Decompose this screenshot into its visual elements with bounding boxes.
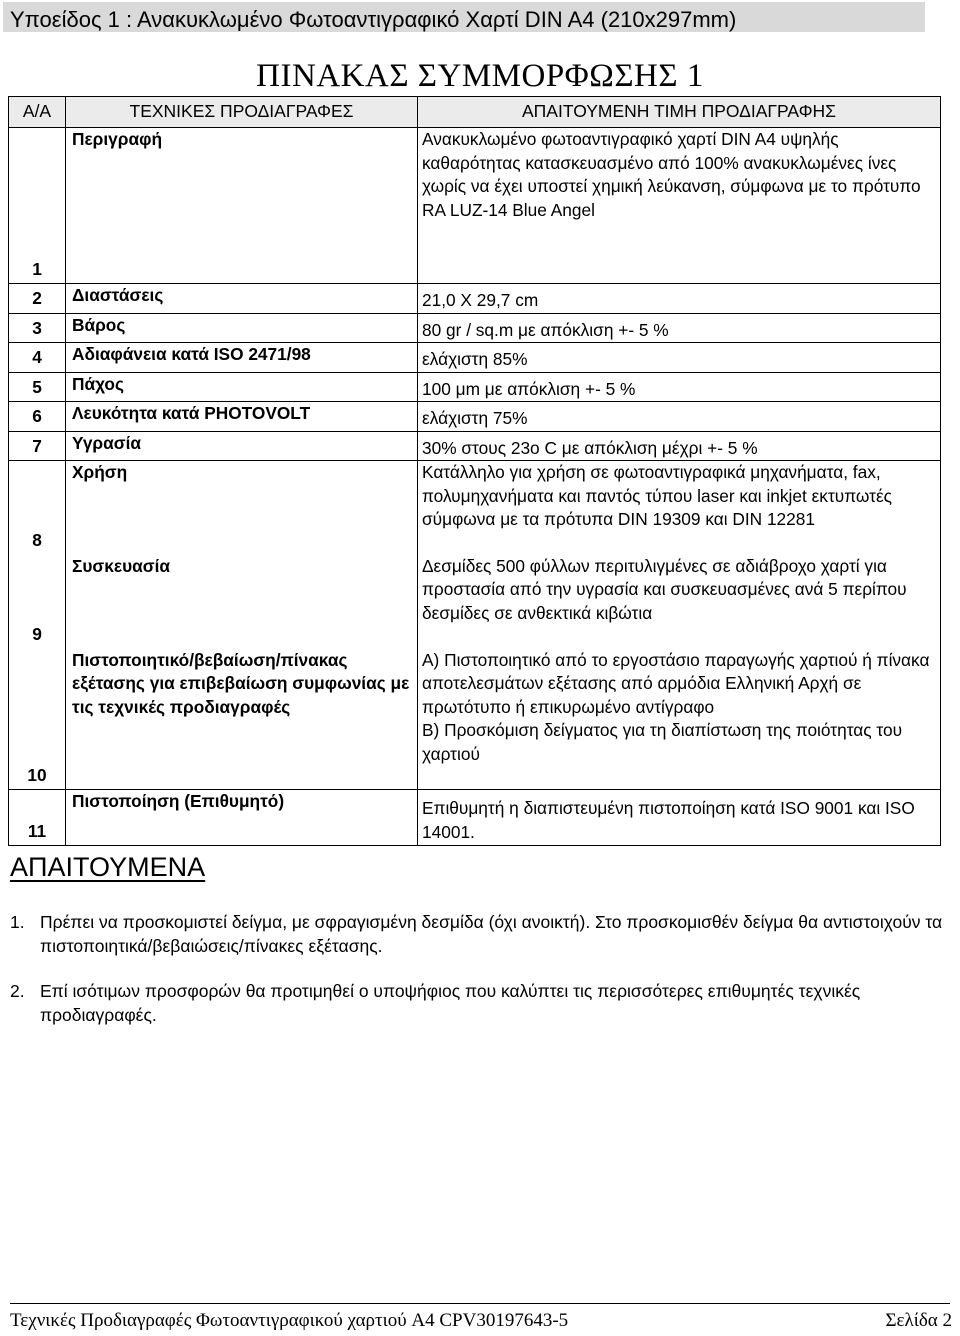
row-value: ελάχιστη 85% — [418, 343, 941, 373]
list-item-number: 2. — [10, 981, 25, 1001]
footer-divider — [10, 1303, 950, 1304]
row-spec: Περιγραφή — [66, 128, 418, 284]
table-row — [9, 372, 941, 402]
table-row — [9, 284, 941, 314]
table-row — [9, 402, 941, 432]
row-value: Δεσμίδες 500 φύλλων περιτυλιγμένες σε αδιάβροχο χαρτί για προστασία από την υγρασία και συσκευασμένες ανά 5 περίπου δεσμίδες σε ανθεκτικά κιβώτια — [418, 555, 941, 649]
row-number: 9 — [9, 555, 66, 649]
row-spec: Πάχος — [66, 372, 418, 402]
table-row — [9, 555, 941, 649]
list-item-text: Επί ισότιμων προσφορών θα προτιμηθεί ο υποψήφιος που καλύπτει τις περισσότερες επιθυμητές τεχνικές προδιαγραφές. — [40, 981, 861, 1025]
header-specifications: ΤΕΧΝΙΚΕΣ ΠΡΟΔΙΑΓΡΑΦΕΣ — [66, 97, 418, 128]
row-number: 10 — [9, 649, 66, 790]
row-value: Επιθυμητή η διαπιστευμένη πιστοποίηση κατά ISO 9001 και ISO 14001. — [418, 790, 941, 846]
compliance-table-title: ΠΙΝΑΚΑΣ ΣΥΜΜΟΡΦΩΣΗΣ 1 — [256, 58, 704, 94]
row-spec: Αδιαφάνεια κατά ISO 2471/98 — [66, 343, 418, 373]
row-number: 2 — [9, 284, 66, 314]
row-value — [418, 649, 941, 790]
row-spec: Χρήση — [66, 461, 418, 555]
row-number: 8 — [9, 461, 66, 555]
row-value: 80 gr / sq.m με απόκλιση +- 5 % — [418, 313, 941, 343]
row-number: 6 — [9, 402, 66, 432]
header-aa: Α/Α — [9, 97, 66, 128]
list-item — [10, 979, 945, 1027]
row-value: 30% στους 23ο C με απόκλιση μέχρι +- 5 % — [418, 431, 941, 461]
table-row — [9, 431, 941, 461]
row-value-part-b: Β) Προσκόμιση δείγματος για τη διαπίστωση της ποιότητας του χαρτιού — [422, 720, 903, 764]
table-row — [9, 790, 941, 846]
header-bar — [3, 2, 925, 32]
list-item-text: Πρέπει να προσκομιστεί δείγμα, με σφραγισμένη δεσμίδα (όχι ανοικτή). Στο προσκομισθέν δείγμα θα αντιστοιχούν τα πιστοποιητικά/βεβαιώσεις/πίνακες εξέτασης. — [40, 912, 943, 956]
table-row — [9, 649, 941, 790]
row-spec: Πιστοποιητικό/βεβαίωση/πίνακας εξέτασης για επιβεβαίωση συμφωνίας με τις τεχνικές προδιαγραφές — [66, 649, 418, 790]
row-number: 7 — [9, 431, 66, 461]
compliance-table — [8, 96, 941, 846]
row-value: 21,0 Χ 29,7 cm — [418, 284, 941, 314]
row-value: Ανακυκλωμένο φωτοαντιγραφικό χαρτί DIN A4 υψηλής καθαρότητας κατασκευασμένο από 100% ανακυκλωμένες ίνες χωρίς να έχει υποστεί χημική λεύκανση, σύμφωνα με το πρότυπο RA LUZ-14 Blue Angel — [418, 128, 941, 284]
row-spec: Λευκότητα κατά PHOTOVOLT — [66, 402, 418, 432]
footer-document-title: Τεχνικές Προδιαγραφές Φωτοαντιγραφικού χαρτιού A4 CPV30197643-5 — [10, 1310, 569, 1331]
table-header-row — [9, 97, 941, 128]
row-spec: Διαστάσεις — [66, 284, 418, 314]
row-number: 5 — [9, 372, 66, 402]
row-spec: Πιστοποίηση (Επιθυμητό) — [66, 790, 418, 846]
requirements-list — [10, 910, 945, 1048]
header-title: Υποείδος 1 : Ανακυκλωμένο Φωτοαντιγραφικό Χαρτί DIN A4 (210x297mm) — [10, 7, 737, 32]
row-number: 11 — [9, 790, 66, 846]
footer-page-number: Σελίδα 2 — [885, 1310, 952, 1331]
requirements-title: ΑΠΑΙΤΟΥΜΕΝΑ — [10, 852, 206, 882]
row-spec: Βάρος — [66, 313, 418, 343]
table-row — [9, 313, 941, 343]
row-number: 3 — [9, 313, 66, 343]
row-spec: Υγρασία — [66, 431, 418, 461]
row-number: 1 — [9, 128, 66, 284]
list-item — [10, 910, 945, 958]
row-spec: Συσκευασία — [66, 555, 418, 649]
row-value: ελάχιστη 75% — [418, 402, 941, 432]
list-item-number: 1. — [10, 912, 25, 932]
row-number: 4 — [9, 343, 66, 373]
header-required-value: ΑΠΑΙΤΟΥΜΕΝΗ ΤΙΜΗ ΠΡΟΔΙΑΓΡΑΦΗΣ — [418, 97, 941, 128]
row-value-part-a: Α) Πιστοποιητικό από το εργοστάσιο παραγωγής χαρτιού ή πίνακα αποτελεσμάτων εξέτασης από αρμόδια Ελληνική Αρχή σε πρωτότυπο ή επικυρωμένο αντίγραφο — [422, 649, 930, 717]
row-value: Κατάλληλο για χρήση σε φωτοαντιγραφικά μηχανήματα, fax, πολυμηχανήματα και παντός τύπου laser και inkjet εκτυπωτές σύμφωνα με τα πρότυπα DIN 19309 και DIN 12281 — [418, 461, 941, 555]
table-row — [9, 343, 941, 373]
table-row — [9, 128, 941, 284]
row-value: 100 μm με απόκλιση +- 5 % — [418, 372, 941, 402]
table-row — [9, 461, 941, 555]
